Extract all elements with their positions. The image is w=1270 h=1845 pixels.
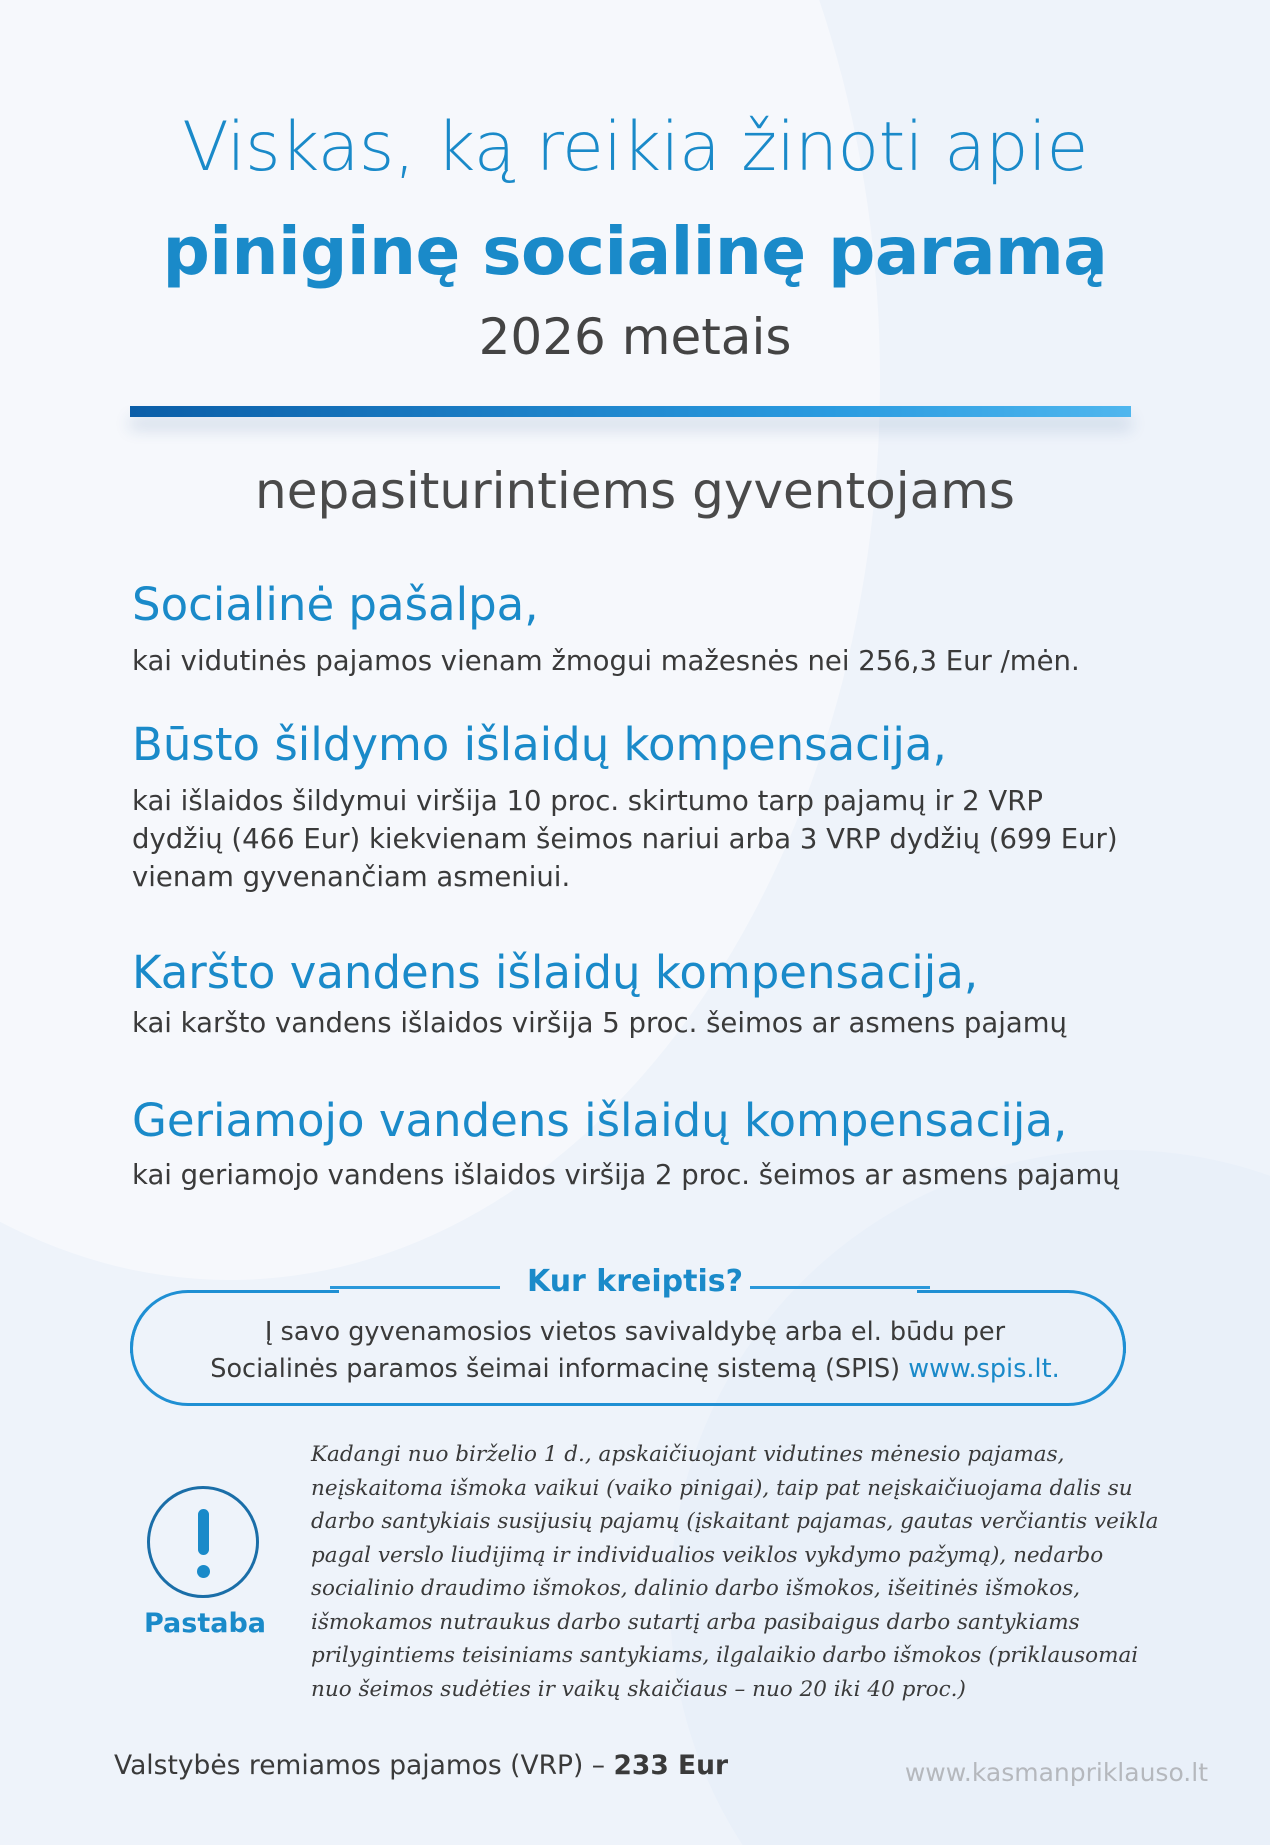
page-subtitle: nepasiturintiems gyventojams — [255, 462, 1015, 520]
where-line2 — [0, 1351, 1270, 1388]
section-social-benefit — [132, 578, 1192, 680]
section-hot-water-compensation — [132, 946, 1192, 1042]
title-divider — [130, 406, 1131, 417]
section-drinking-water-compensation — [132, 1094, 1192, 1194]
where-line2-text: Socialinės paramos šeimai informacinę sistemą (SPIS) — [210, 1354, 901, 1384]
section-title: Karšto vandens išlaidų kompensacija, — [132, 946, 979, 999]
note-label: Pastaba — [143, 1608, 267, 1639]
where-line1: Į savo gyvenamosios vietos savivaldybę arba el. būdu per — [264, 1317, 1006, 1347]
page-title-line1: Viskas, ką reikia žinoti apie — [182, 108, 1088, 187]
where-to-apply-text — [0, 1314, 1270, 1388]
section-text: kai išlaidos šildymui viršija 10 proc. skirtumo tarp pajamų ir 2 VRP dydžių (466 Eur) kiekvienam šeimos nariui arba 3 VRP dydžių (699 Eur) vienam gyvenančiam asmeniui. — [132, 785, 1118, 893]
where-to-apply-heading: Kur kreiptis? — [526, 1264, 744, 1299]
section-title: Būsto šildymo išlaidų kompensacija, — [132, 718, 947, 771]
exclamation-icon — [147, 1486, 259, 1598]
year-label: 2026 metais — [478, 308, 792, 366]
vrp-info — [114, 1750, 728, 1781]
page-title-line2: piniginę socialinę paramą — [162, 213, 1108, 290]
section-title: Geriamojo vandens išlaidų kompensacija, — [132, 1094, 1068, 1147]
section-heating-compensation — [132, 718, 1192, 896]
section-text: kai vidutinės pajamos vienam žmogui mažesnės nei 256,3 Eur /mėn. — [132, 645, 1080, 677]
vrp-label: Valstybės remiamos pajamos (VRP) – — [114, 1750, 605, 1781]
site-url[interactable]: www.kasmanpriklauso.lt — [904, 1758, 1208, 1787]
vrp-value: 233 Eur — [613, 1750, 729, 1781]
section-text: kai karšto vandens išlaidos viršija 5 proc. šeimos ar asmens pajamų — [132, 1007, 1067, 1039]
note-text: Kadangi nuo birželio 1 d., apskaičiuojant vidutines mėnesio pajamas, neįskaitoma išmoka vaikui (vaiko pinigai), taip pat neįskaičiuojama dalis su darbo santykiais susijusių pajamų (įskaitant pajamas, gautas verčiantis veikla pagal verslo liudijimą ir individualios veiklos vykdymo pažymą), nedarbo socialinio draudimo išmokos, dalinio darbo išmokos, išeitinės išmokos, išmokamos nutraukus darbo sutartį arba pasibaigus darbo santykiams prilygintiems teisiniams santykiams, ilgalaikio darbo išmokos (priklausomai nuo šeimos sudėties ir vaikų skaičiaus – nuo 20 iki 40 proc.) — [311, 1442, 1159, 1702]
section-title: Socialinė pašalpa, — [132, 578, 539, 631]
spis-link[interactable]: www.spis.lt. — [908, 1354, 1060, 1384]
section-text: kai geriamojo vandens išlaidos viršija 2 proc. šeimos ar asmens pajamų — [132, 1159, 1120, 1191]
